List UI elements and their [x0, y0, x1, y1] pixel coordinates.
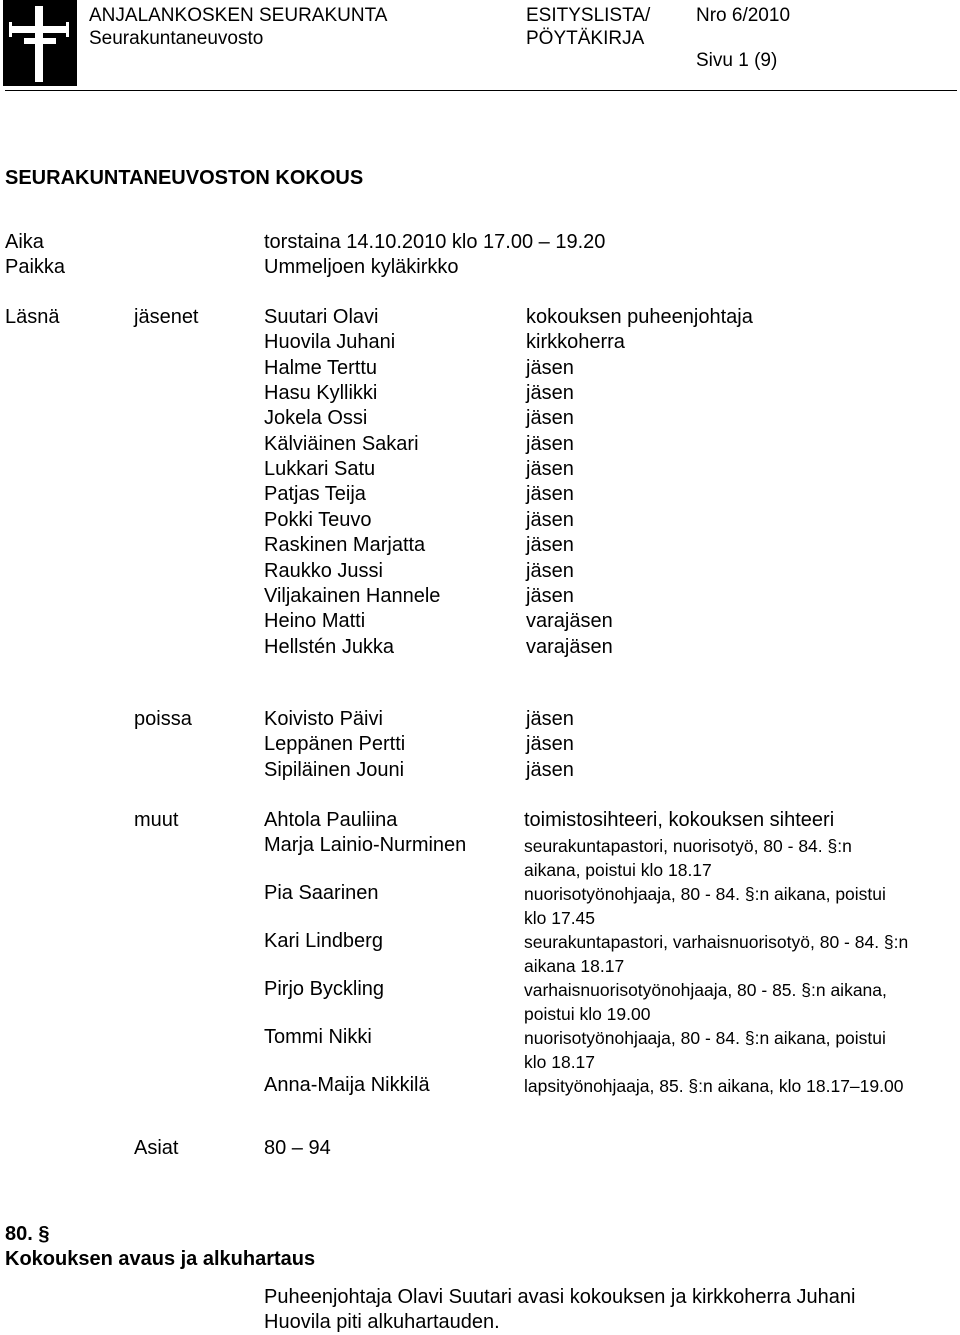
parish-logo-icon [3, 0, 77, 86]
member-name: Heino Matti [264, 610, 366, 632]
place-label: Paikka [5, 256, 66, 278]
member-name: Hellstén Jukka [264, 636, 395, 658]
member-role: jäsen [526, 382, 574, 404]
place-value: Ummeljoen kyläkirkko [264, 256, 459, 278]
items-value: 80 – 94 [264, 1137, 331, 1159]
other-name: Anna-Maija Nikkilä [264, 1074, 430, 1096]
member-role: jäsen [526, 585, 574, 607]
other-name: Tommi Nikki [264, 1026, 372, 1048]
member-name: Viljakainen Hannele [264, 585, 441, 607]
section-heading: Kokouksen avaus ja alkuhartaus [5, 1248, 316, 1270]
dept-name: Seurakuntaneuvosto [89, 28, 264, 49]
absent-member-role: jäsen [526, 708, 574, 730]
present-group-label: jäsenet [134, 306, 199, 328]
page-title: SEURAKUNTANEUVOSTON KOKOUS [5, 167, 364, 189]
member-name: Raukko Jussi [264, 560, 383, 582]
member-role: jäsen [526, 458, 574, 480]
doc-type-line2: PÖYTÄKIRJA [526, 28, 645, 49]
doc-type-line1: ESITYSLISTA/ [526, 5, 651, 26]
member-name: Pokki Teuvo [264, 509, 372, 531]
other-role-cont: klo 17.45 [524, 908, 596, 928]
doc-number: Nro 6/2010 [696, 5, 791, 26]
absent-member-name: Sipiläinen Jouni [264, 759, 405, 781]
org-name: ANJALANKOSKEN SEURAKUNTA [89, 5, 388, 26]
member-name: Hasu Kyllikki [264, 382, 378, 404]
section-text-line1: Puheenjohtaja Olavi Suutari avasi kokouksen ja kirkkoherra Juhani [264, 1286, 856, 1308]
member-role: jäsen [526, 357, 574, 379]
other-role-cont: aikana 18.17 [524, 956, 625, 976]
member-name: Huovila Juhani [264, 331, 396, 353]
member-name: Kälviäinen Sakari [264, 433, 419, 455]
other-role: lapsityönohjaaja, 85. §:n aikana, klo 18.17–19.00 [524, 1076, 904, 1096]
member-name: Halme Terttu [264, 357, 378, 379]
other-name: Pia Saarinen [264, 882, 379, 904]
absent-member-role: jäsen [526, 759, 574, 781]
member-name: Lukkari Satu [264, 458, 376, 480]
time-label: Aika [5, 231, 44, 253]
absent-member-role: jäsen [526, 733, 574, 755]
section-number: 80. § [5, 1223, 50, 1245]
other-role-cont: aikana, poistui klo 18.17 [524, 860, 712, 880]
other-name: Kari Lindberg [264, 930, 383, 952]
other-role: nuorisotyönohjaaja, 80 - 84. §:n aikana, poistui [524, 884, 886, 904]
member-role: jäsen [526, 433, 574, 455]
member-name: Suutari Olavi [264, 306, 379, 328]
others-label: muut [134, 809, 179, 831]
other-role: toimistosihteeri, kokouksen sihteeri [524, 809, 835, 831]
member-role: jäsen [526, 407, 574, 429]
member-role: jäsen [526, 534, 574, 556]
member-role: kokouksen puheenjohtaja [526, 306, 753, 328]
other-role-cont: poistui klo 19.00 [524, 1004, 651, 1024]
member-role: varajäsen [526, 610, 613, 632]
member-name: Raskinen Marjatta [264, 534, 426, 556]
other-name: Marja Lainio-Nurminen [264, 834, 467, 856]
member-role: jäsen [526, 483, 574, 505]
member-role: varajäsen [526, 636, 613, 658]
member-name: Jokela Ossi [264, 407, 368, 429]
other-role-cont: klo 18.17 [524, 1052, 596, 1072]
member-role: jäsen [526, 560, 574, 582]
other-role: nuorisotyönohjaaja, 80 - 84. §:n aikana, poistui [524, 1028, 886, 1048]
other-name: Ahtola Pauliina [264, 809, 398, 831]
member-name: Patjas Teija [264, 483, 366, 505]
items-label: Asiat [134, 1137, 179, 1159]
member-role: kirkkoherra [526, 331, 625, 353]
other-role: seurakuntapastori, varhaisnuorisotyö, 80 - 84. §:n [524, 932, 909, 952]
header-divider [5, 90, 957, 91]
section-text-line2: Huovila piti alkuhartauden. [264, 1311, 500, 1333]
time-value: torstaina 14.10.2010 klo 17.00 – 19.20 [264, 231, 606, 253]
absent-label: poissa [134, 708, 192, 730]
member-role: jäsen [526, 509, 574, 531]
page-number: Sivu 1 (9) [696, 50, 778, 71]
absent-member-name: Leppänen Pertti [264, 733, 406, 755]
present-label: Läsnä [5, 306, 60, 328]
other-role: varhaisnuorisotyönohjaaja, 80 - 85. §:n aikana, [524, 980, 887, 1000]
other-name: Pirjo Byckling [264, 978, 385, 1000]
other-role: seurakuntapastori, nuorisotyö, 80 - 84. §:n [524, 836, 852, 856]
absent-member-name: Koivisto Päivi [264, 708, 383, 730]
